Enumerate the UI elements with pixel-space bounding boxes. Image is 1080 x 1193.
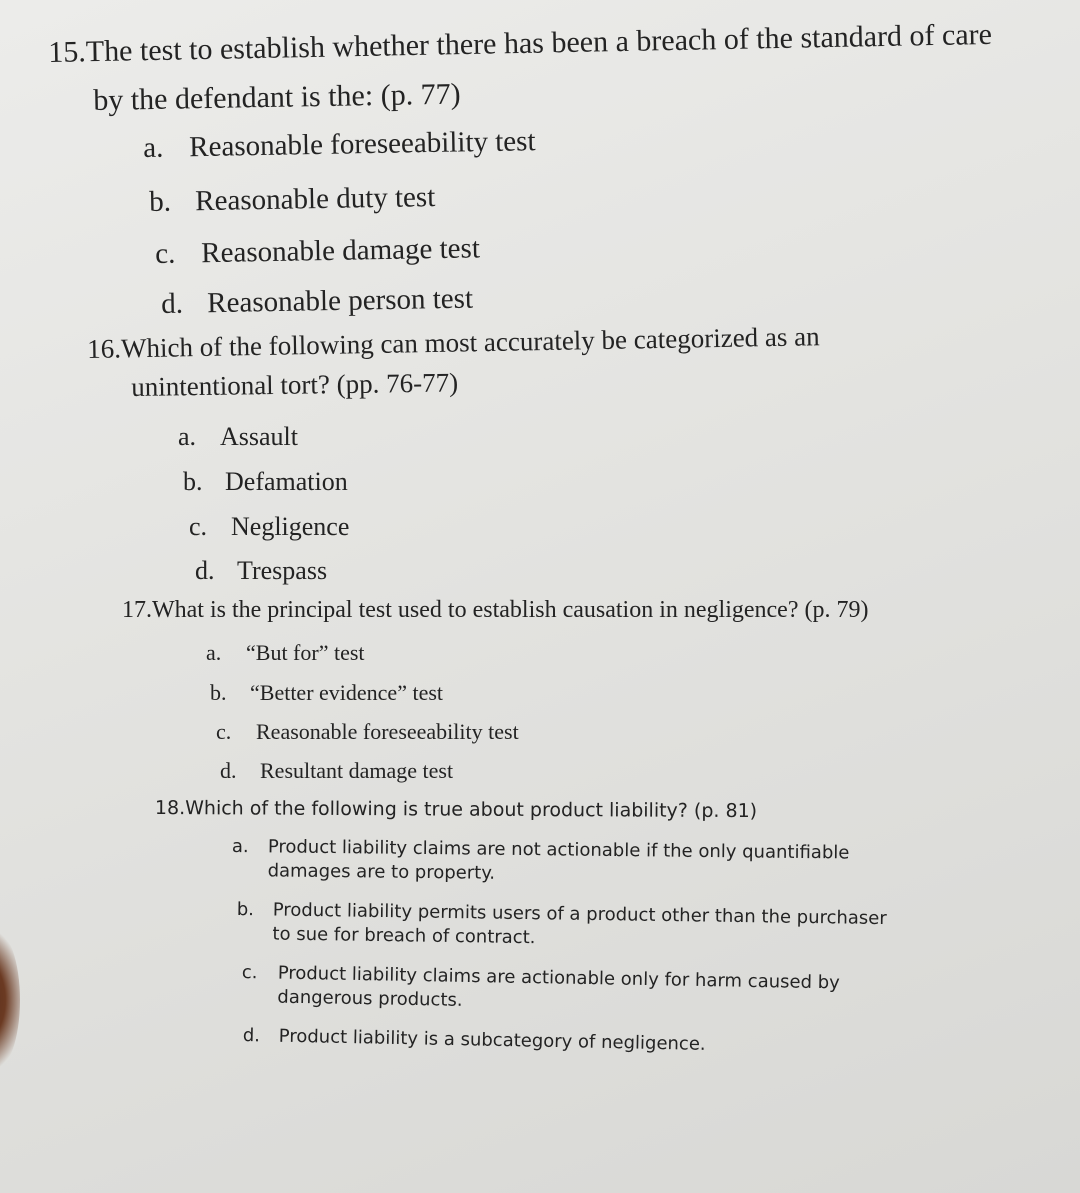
- answer-option-d[interactable]: [195, 556, 327, 586]
- answer-option-b[interactable]: [236, 898, 887, 955]
- option-text: Product liability permits users of a product other than the purchaser: [272, 899, 887, 930]
- option-text: Product liability claims are not actionable if the only quantifiable: [267, 836, 850, 864]
- question-number: 15.: [48, 35, 87, 69]
- answer-option-a[interactable]: [178, 422, 298, 452]
- option-text: Defamation: [225, 467, 348, 496]
- option-text-continued: dangerous products.: [277, 986, 463, 1011]
- option-text: Assault: [220, 422, 298, 451]
- answer-option-c[interactable]: [241, 961, 840, 1019]
- option-text: Reasonable person test: [206, 282, 474, 320]
- option-letter: d.: [161, 287, 184, 320]
- option-letter: b.: [236, 898, 255, 921]
- option-letter: b.: [183, 467, 203, 496]
- option-text: Reasonable foreseeability test: [188, 125, 536, 164]
- option-letter: b.: [210, 680, 227, 705]
- option-text: Negligence: [231, 512, 350, 541]
- answer-option-d[interactable]: [220, 758, 453, 784]
- answer-option-b[interactable]: [149, 181, 436, 219]
- option-text: Resultant damage test: [260, 758, 454, 783]
- option-text-continued: damages are to property.: [267, 860, 496, 884]
- option-letter: b.: [149, 185, 172, 218]
- question-text: Which of the following is true about product liability? (p. 81): [185, 797, 758, 823]
- question-text-continued: unintentional tort? (pp. 76-77): [131, 367, 459, 402]
- answer-option-a[interactable]: [231, 835, 849, 889]
- option-letter: c.: [189, 512, 208, 541]
- option-text: Trespass: [237, 556, 328, 585]
- question-text: The test to establish whether there has been a breach of the standard of care: [85, 17, 993, 69]
- answer-option-b[interactable]: [210, 680, 443, 706]
- option-text: Product liability is a subcategory of negligence.: [278, 1025, 706, 1055]
- option-letter: a.: [231, 835, 249, 858]
- option-letter: a.: [143, 131, 164, 164]
- answer-option-d[interactable]: [161, 283, 473, 321]
- answer-option-c[interactable]: [189, 512, 349, 542]
- option-text: Reasonable duty test: [194, 181, 436, 218]
- answer-option-a[interactable]: [143, 125, 536, 165]
- option-text: Reasonable damage test: [200, 232, 481, 270]
- option-text: “But for” test: [246, 640, 365, 665]
- option-letter: d.: [242, 1025, 261, 1047]
- question-text-continued: by the defendant is the: (p. 77): [93, 77, 461, 117]
- option-text-continued: to sue for breach of contract.: [272, 923, 536, 949]
- answer-option-d[interactable]: [243, 1025, 706, 1055]
- question-number: 17.: [122, 597, 152, 623]
- option-letter: c.: [155, 237, 176, 270]
- option-letter: c.: [241, 961, 258, 984]
- question-number: 16.: [87, 333, 122, 364]
- question-text: Which of the following can most accurately be categorized as an: [120, 321, 820, 364]
- option-letter: d.: [220, 758, 237, 783]
- question-number: 18.: [154, 797, 186, 820]
- answer-option-b[interactable]: [183, 467, 348, 497]
- background-shadow: [0, 930, 20, 1070]
- option-text: Product liability claims are actionable only for harm caused by: [277, 962, 840, 994]
- option-text: Reasonable foreseeability test: [256, 719, 519, 744]
- question-text: What is the principal test used to establish causation in negligence? (p. 79): [152, 597, 869, 623]
- answer-option-a[interactable]: [206, 640, 365, 666]
- option-letter: a.: [206, 640, 222, 665]
- option-letter: a.: [178, 422, 197, 451]
- option-letter: d.: [195, 556, 215, 585]
- option-letter: c.: [216, 719, 232, 744]
- answer-option-c[interactable]: [155, 232, 480, 271]
- option-text: “Better evidence” test: [250, 680, 444, 705]
- answer-option-c[interactable]: [216, 719, 519, 745]
